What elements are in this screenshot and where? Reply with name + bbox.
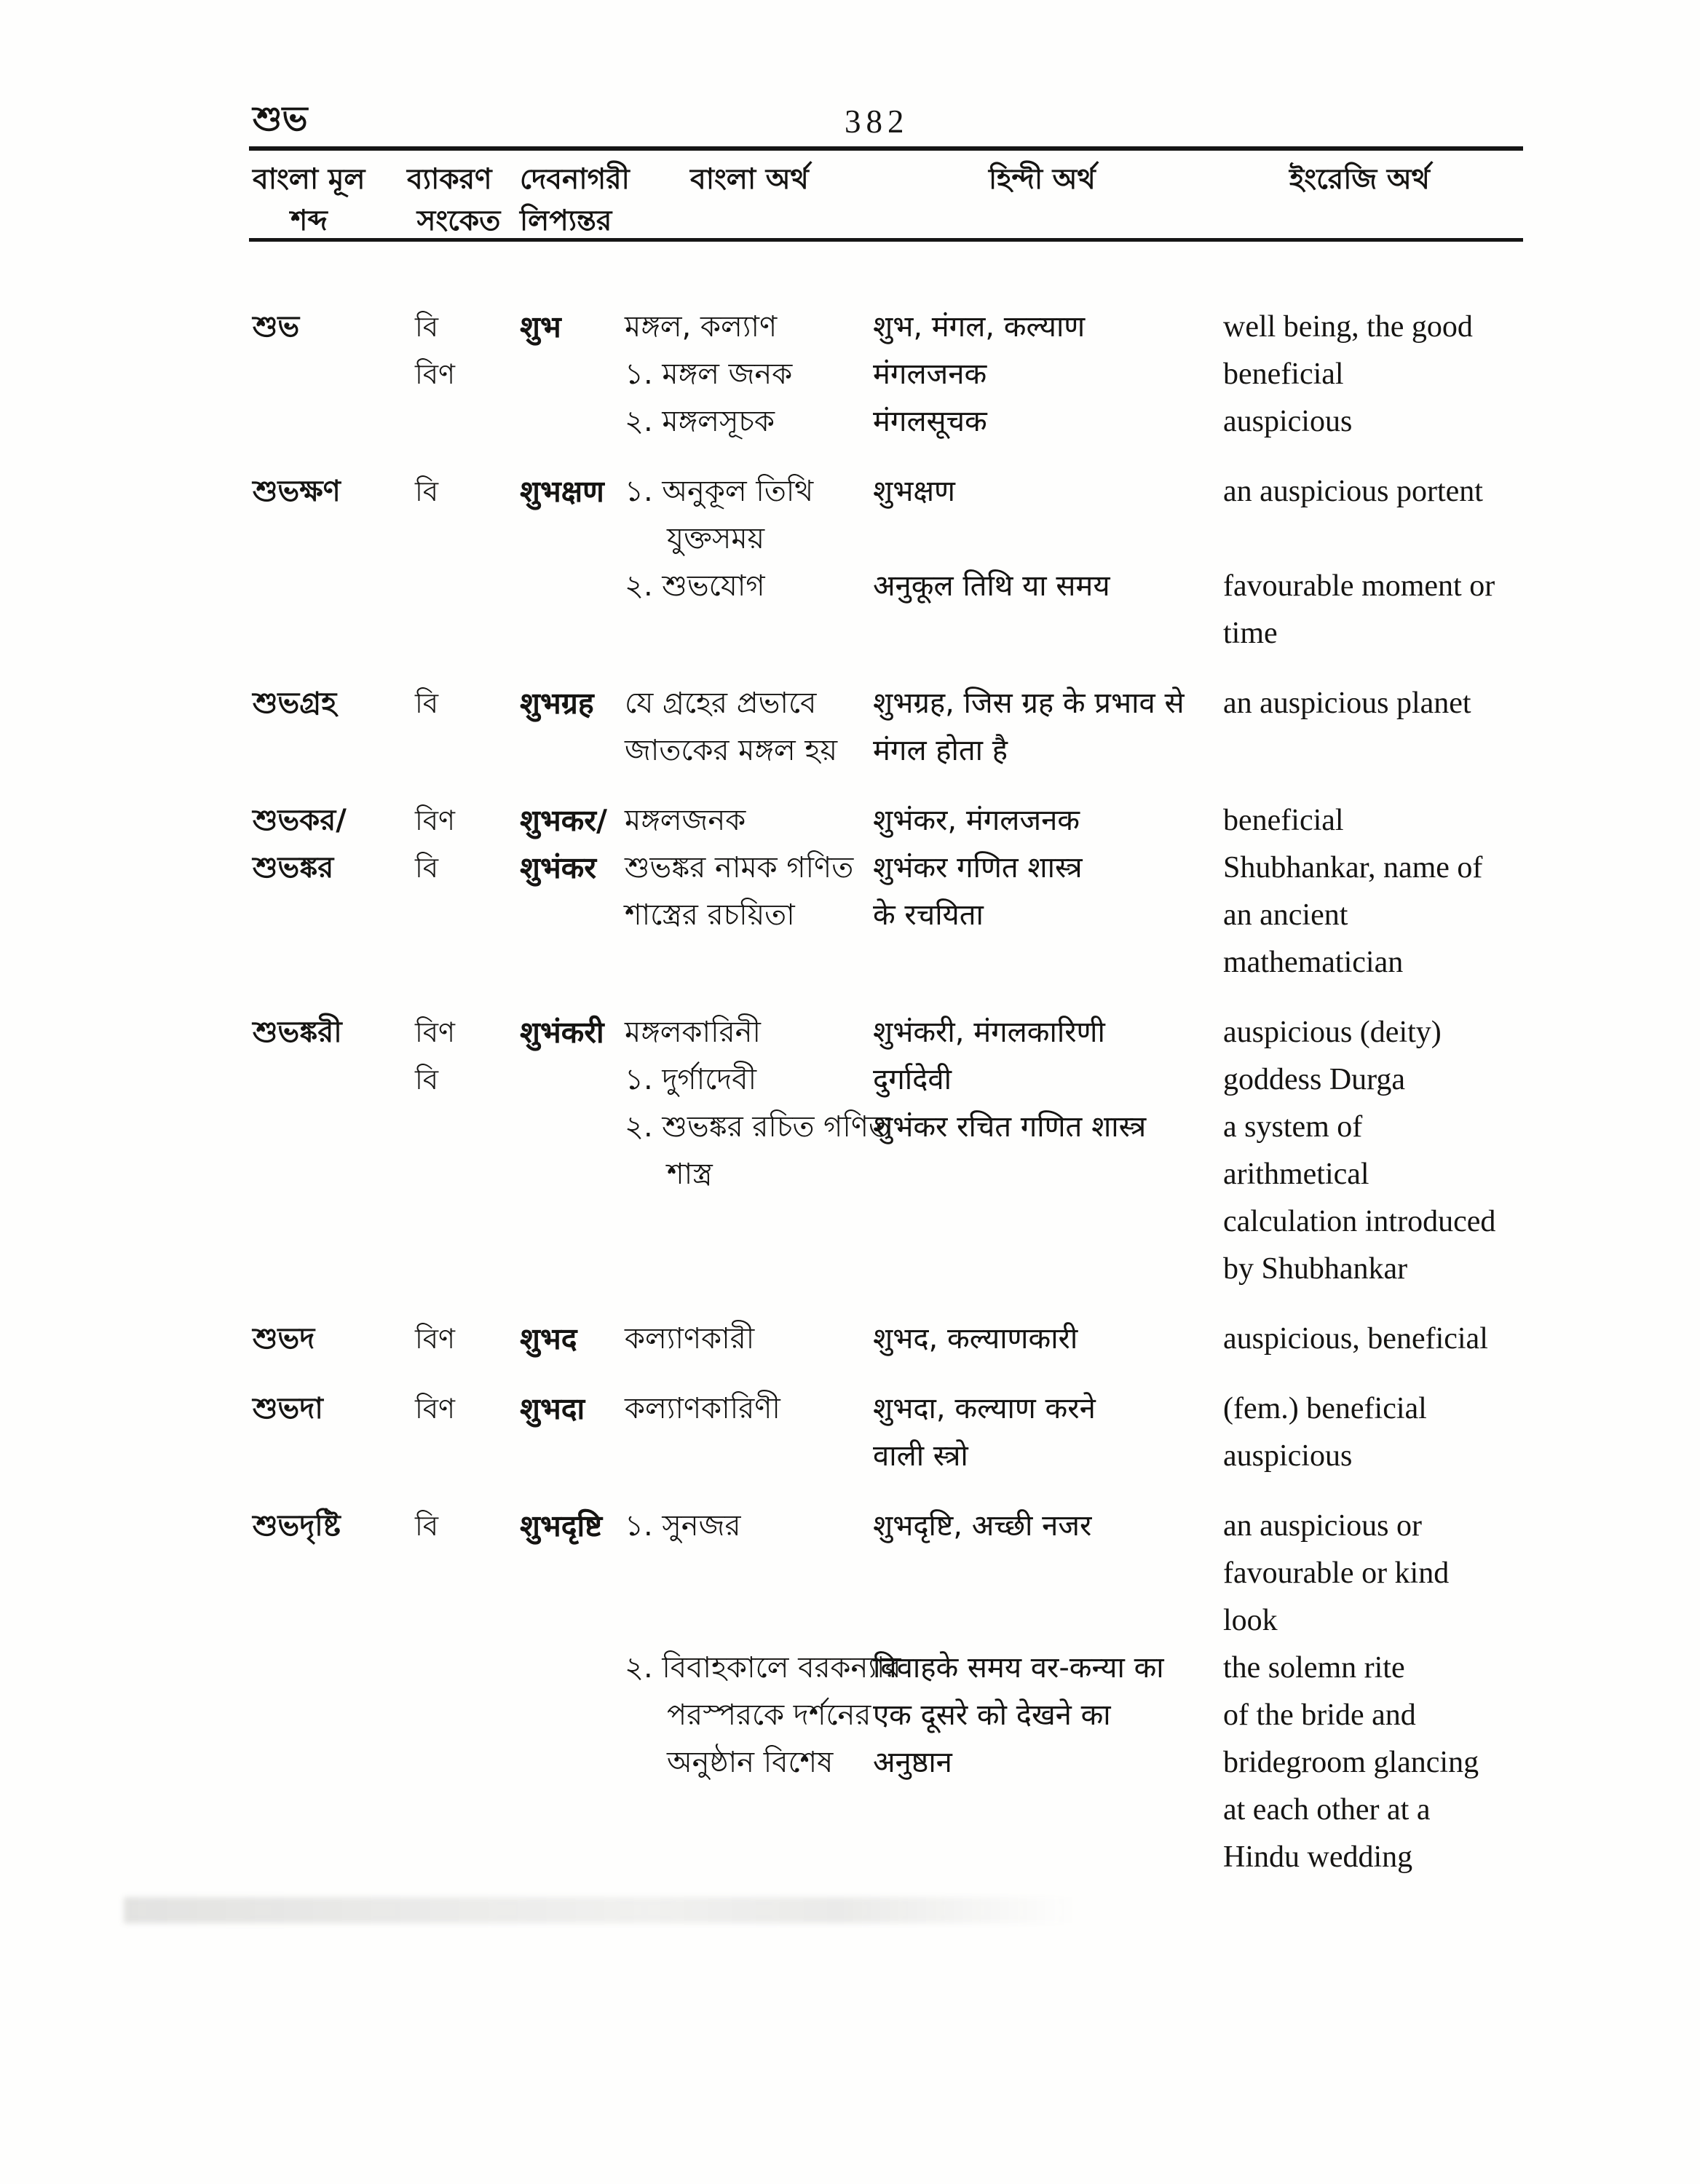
entry-bangla-meaning: ২. মঙ্গলসূচক (625, 405, 775, 438)
entry-devanagari: शुभकर/ (520, 803, 607, 838)
entry-bangla-meaning: মঙ্গলজনক (625, 804, 746, 837)
dictionary-entry (253, 1010, 1522, 1294)
entry-headword (253, 940, 415, 987)
entry-bangla-meaning (625, 1551, 873, 1598)
entry-headword (253, 893, 415, 940)
entry-line (253, 304, 1522, 352)
entry-english-meaning: beneficial (1223, 357, 1344, 391)
entry-devanagari (520, 1645, 625, 1693)
entry-english-meaning: well being, the good (1223, 310, 1473, 344)
entry-line (253, 1551, 1522, 1598)
entry-hindi-meaning (873, 1598, 1223, 1645)
entry-grammar-tag: বি (415, 1510, 439, 1542)
entry-bangla-meaning: ১. দুর্গাদেবী (625, 1063, 757, 1096)
entry-headword (253, 1057, 415, 1104)
entry-hindi-meaning (873, 611, 1223, 658)
column-header-grammar (407, 159, 510, 242)
entry-hindi-meaning: एक दूसरे को देखने का (873, 1698, 1111, 1732)
entry-devanagari: शुभक्षण (520, 474, 604, 509)
entry-line (253, 399, 1522, 446)
entry-grammar-tag (415, 1246, 520, 1294)
entry-grammar-tag (415, 1740, 520, 1787)
entry-english-meaning: arithmetical (1223, 1158, 1369, 1191)
entry-devanagari: शुभग्रह (520, 686, 594, 721)
entry-hindi-meaning (873, 1246, 1223, 1294)
entry-headword: শুভকর/ (253, 804, 347, 837)
entry-line (253, 845, 1522, 893)
entry-devanagari (520, 1551, 625, 1598)
entry-english-meaning: goddess Durga (1223, 1063, 1406, 1096)
column-header-bangla-word (253, 159, 365, 242)
column-header-line2: লিপ্যন্তর (520, 205, 612, 237)
entry-devanagari: शुभदृष्टि (520, 1508, 603, 1543)
dictionary-entries (253, 304, 1522, 1904)
entry-bangla-meaning (625, 1787, 873, 1835)
entry-devanagari (520, 352, 625, 399)
column-header-line2: সংকেত (416, 205, 501, 237)
entry-devanagari (520, 1199, 625, 1246)
entry-hindi-meaning: दुर्गादेवी (873, 1063, 952, 1096)
entry-bangla-meaning: শুভঙ্কর নামক গণিত (625, 851, 854, 885)
entry-bangla-meaning: ১. মঙ্গল জনক (625, 357, 793, 391)
entry-hindi-meaning: शुभंकर, मंगलजनक (873, 804, 1080, 837)
entry-headword (253, 1433, 415, 1481)
entry-bangla-meaning: কল্যাণকারী (625, 1322, 755, 1356)
entry-english-meaning: auspicious (1223, 405, 1353, 438)
header-top-rule (249, 146, 1523, 151)
entry-bangla-meaning (625, 1246, 873, 1294)
entry-line (253, 681, 1522, 728)
entry-grammar-tag: বি (415, 1064, 439, 1096)
dictionary-entry (253, 1316, 1522, 1364)
entry-devanagari (520, 1152, 625, 1199)
entry-headword: শুভ (253, 310, 300, 344)
entry-line (253, 1010, 1522, 1057)
entry-headword (253, 1835, 415, 1882)
dictionary-entry (253, 304, 1522, 446)
entry-grammar-tag (415, 1645, 520, 1693)
entry-hindi-meaning: शुभदृष्टि, अच्छी नजर (873, 1509, 1092, 1543)
entry-hindi-meaning: शुभ, मंगल, कल्याण (873, 310, 1086, 344)
entry-line (253, 1057, 1522, 1104)
entry-devanagari (520, 940, 625, 987)
entry-english-meaning: favourable or kind (1223, 1556, 1450, 1590)
entry-line (253, 469, 1522, 516)
entry-hindi-meaning: शुभग्रह, जिस ग्रह के प्रभाव से (873, 687, 1185, 720)
entry-english-meaning: an auspicious planet (1223, 687, 1471, 720)
entry-english-meaning: look (1223, 1604, 1278, 1637)
entry-english-meaning: the solemn rite (1223, 1651, 1405, 1685)
entry-english-meaning: bridegroom glancing (1223, 1746, 1479, 1779)
entry-bangla-meaning: ২. বিবাহকালে বরকন্যার (625, 1651, 901, 1685)
entry-bangla-meaning (625, 1433, 873, 1481)
entry-grammar-tag: বিণ (415, 358, 455, 390)
entry-line (253, 1503, 1522, 1551)
entry-grammar-tag (415, 1693, 520, 1740)
entry-hindi-meaning (873, 1787, 1223, 1835)
entry-headword (253, 728, 415, 775)
page-number: 382 (845, 103, 909, 140)
entry-hindi-meaning: विवाहके समय वर-कन्या का (873, 1651, 1164, 1685)
entry-hindi-meaning: शुभंकरी, मंगलकारिणी (873, 1016, 1105, 1049)
entry-line (253, 1152, 1522, 1199)
entry-devanagari (520, 1598, 625, 1645)
entry-grammar-tag (415, 728, 520, 775)
entry-hindi-meaning: के रचयिता (873, 898, 984, 932)
entry-hindi-meaning: मंगलसूचक (873, 405, 987, 438)
entry-english-meaning: Hindu wedding (1223, 1840, 1413, 1874)
entry-hindi-meaning: मंगलजनक (873, 357, 987, 391)
entry-grammar-tag: বি (415, 475, 439, 507)
entry-line (253, 798, 1522, 845)
entry-line (253, 728, 1522, 775)
entry-hindi-meaning (873, 1152, 1223, 1199)
entry-english-meaning: time (1223, 617, 1278, 650)
dictionary-entry (253, 798, 1522, 987)
entry-english-meaning (1223, 728, 1522, 775)
entry-bangla-meaning (625, 1598, 873, 1645)
entry-bangla-meaning: জাতকের মঙ্গল হয় (625, 734, 838, 767)
entry-grammar-tag: বিণ (415, 1323, 455, 1355)
column-header-line1: বাংলা অর্থ (690, 163, 809, 196)
entry-bangla-meaning: কল্যাণকারিণী (625, 1392, 780, 1425)
entry-line (253, 893, 1522, 940)
entry-line (253, 1386, 1522, 1433)
entry-english-meaning: an auspicious or (1223, 1509, 1422, 1543)
entry-grammar-tag: বিণ (415, 1016, 455, 1048)
entry-grammar-tag (415, 1433, 520, 1481)
entry-hindi-meaning: शुभदा, कल्याण करने (873, 1392, 1096, 1425)
entry-bangla-meaning: ২. শুভযোগ (625, 569, 765, 603)
entry-devanagari (520, 1057, 625, 1104)
entry-hindi-meaning (873, 1835, 1223, 1882)
entry-bangla-meaning: যে গ্রহের প্রভাবে (625, 687, 817, 720)
entry-headword (253, 1104, 415, 1152)
entry-grammar-tag: বিণ (415, 804, 455, 836)
entry-devanagari: शुभंकरी (520, 1015, 604, 1050)
entry-line (253, 516, 1522, 563)
entry-headword: শুভদা (253, 1392, 323, 1425)
column-header-line1: ব্যাকরণ (407, 163, 492, 196)
entry-devanagari (520, 1835, 625, 1882)
entry-bangla-meaning (625, 1835, 873, 1882)
entry-grammar-tag (415, 1152, 520, 1199)
entry-devanagari (520, 563, 625, 611)
entry-line (253, 940, 1522, 987)
entry-hindi-meaning: अनुष्ठान (873, 1746, 952, 1779)
column-header-line2: শব্দ (290, 205, 328, 237)
entry-devanagari: शुभदा (520, 1391, 585, 1426)
entry-devanagari (520, 611, 625, 658)
entry-headword (253, 1645, 415, 1693)
column-header-bangla-meaning (690, 159, 809, 200)
entry-grammar-tag (415, 1598, 520, 1645)
entry-hindi-meaning (873, 940, 1223, 987)
column-header-line1: হিন্দী অর্থ (989, 163, 1096, 196)
entry-english-meaning: an ancient (1223, 898, 1348, 932)
entry-devanagari: शुभंकर (520, 850, 596, 885)
entry-grammar-tag (415, 1551, 520, 1598)
entry-grammar-tag: বি (415, 687, 439, 719)
entry-line (253, 352, 1522, 399)
entry-english-meaning: mathematician (1223, 946, 1404, 979)
column-header-line1: দেবনাগরী (520, 163, 630, 196)
entry-line (253, 1246, 1522, 1294)
entry-english-meaning: auspicious (deity) (1223, 1016, 1442, 1049)
entry-headword (253, 1787, 415, 1835)
entry-english-meaning: favourable moment or (1223, 569, 1495, 603)
header-bottom-rule (249, 238, 1523, 242)
entry-hindi-meaning (873, 1199, 1223, 1246)
entry-line (253, 1316, 1522, 1364)
entry-hindi-meaning: शुभंकर गणित शास्त्र (873, 851, 1083, 885)
entry-grammar-tag (415, 1787, 520, 1835)
entry-headword (253, 1199, 415, 1246)
column-header-line1: ইংরেজি অর্থ (1289, 163, 1430, 196)
entry-english-meaning: at each other at a (1223, 1793, 1431, 1827)
entry-hindi-meaning: शुभंकर रचित गणित शास्त्र (873, 1110, 1147, 1144)
entry-devanagari (520, 1787, 625, 1835)
entry-line (253, 1598, 1522, 1645)
entry-bangla-meaning: শাস্ত্র (667, 1158, 713, 1191)
entry-bangla-meaning: মঙ্গল, কল্যাণ (625, 310, 778, 344)
entry-devanagari (520, 399, 625, 446)
entry-devanagari (520, 893, 625, 940)
entry-line (253, 1835, 1522, 1882)
entry-headword (253, 1740, 415, 1787)
entry-english-meaning: calculation introduced (1223, 1205, 1496, 1238)
entry-bangla-meaning: ১. সুনজর (625, 1509, 741, 1543)
entry-english-meaning: of the bride and (1223, 1698, 1416, 1732)
entry-bangla-meaning (625, 1199, 873, 1246)
entry-english-meaning: a system of (1223, 1110, 1363, 1144)
column-header-hindi-meaning (989, 159, 1096, 200)
entry-bangla-meaning: যুক্তসময় (667, 522, 765, 555)
entry-bangla-meaning: অনুষ্ঠান বিশেষ (667, 1746, 834, 1779)
entry-english-meaning: Shubhankar, name of (1223, 851, 1483, 885)
entry-hindi-meaning: शुभद, कल्याणकारी (873, 1322, 1078, 1356)
entry-headword (253, 516, 415, 563)
column-header-line1: বাংলা মূল (253, 163, 365, 196)
entry-grammar-tag (415, 611, 520, 658)
entry-english-meaning (1223, 516, 1522, 563)
entry-headword (253, 1693, 415, 1740)
entry-headword (253, 1598, 415, 1645)
entry-devanagari (520, 1433, 625, 1481)
entry-grammar-tag (415, 1835, 520, 1882)
entry-line (253, 1693, 1522, 1740)
entry-grammar-tag (415, 893, 520, 940)
entry-bangla-meaning: পরস্পরকে দর্শনের (667, 1698, 871, 1732)
entry-grammar-tag (415, 516, 520, 563)
entry-hindi-meaning: अनुकूल तिथि या समय (873, 569, 1110, 603)
entry-headword (253, 563, 415, 611)
entry-line (253, 1433, 1522, 1481)
entry-headword (253, 1246, 415, 1294)
entry-bangla-meaning: মঙ্গলকারিনী (625, 1016, 761, 1049)
entry-line (253, 1645, 1522, 1693)
entry-headword: শুভদ (253, 1322, 315, 1356)
entry-headword (253, 399, 415, 446)
entry-grammar-tag (415, 1104, 520, 1152)
entry-english-meaning: auspicious (1223, 1439, 1353, 1473)
entry-english-meaning: (fem.) beneficial (1223, 1392, 1427, 1425)
entry-english-meaning: auspicious, beneficial (1223, 1322, 1488, 1356)
entry-grammar-tag (415, 399, 520, 446)
entry-bangla-meaning (625, 611, 873, 658)
entry-bangla-meaning: ১. অনুকূল তিথি (625, 475, 814, 508)
entry-grammar-tag (415, 1199, 520, 1246)
entry-devanagari (520, 516, 625, 563)
entry-headword: শুভদৃষ্টি (253, 1509, 341, 1543)
entry-bangla-meaning: শাস্ত্রের রচয়িতা (625, 898, 795, 932)
entry-devanagari (520, 1693, 625, 1740)
column-header-english-meaning (1289, 159, 1430, 200)
entry-grammar-tag: বি (415, 311, 439, 343)
entry-english-meaning: an auspicious portent (1223, 475, 1483, 508)
dictionary-entry (253, 469, 1522, 658)
dictionary-entry (253, 1386, 1522, 1481)
entry-headword (253, 352, 415, 399)
entry-line (253, 1199, 1522, 1246)
entry-grammar-tag (415, 563, 520, 611)
entry-headword: শুভক্ষণ (253, 475, 341, 508)
entry-line (253, 1787, 1522, 1835)
entry-grammar-tag: বি (415, 852, 439, 884)
entry-devanagari: शुभद (520, 1321, 577, 1356)
entry-hindi-meaning: मंगल होता है (873, 734, 1008, 767)
entry-hindi-meaning (873, 516, 1223, 563)
entry-hindi-meaning: शुभक्षण (873, 475, 955, 508)
entry-headword (253, 1152, 415, 1199)
entry-headword (253, 611, 415, 658)
entry-devanagari (520, 1246, 625, 1294)
entry-grammar-tag (415, 940, 520, 987)
entry-grammar-tag: বিণ (415, 1393, 455, 1425)
entry-devanagari (520, 728, 625, 775)
entry-hindi-meaning: वाली स्त्रो (873, 1439, 968, 1473)
entry-devanagari (520, 1740, 625, 1787)
entry-headword: শুভঙ্কর (253, 851, 334, 885)
entry-english-meaning: beneficial (1223, 804, 1344, 837)
entry-hindi-meaning (873, 1551, 1223, 1598)
dictionary-entry (253, 1503, 1522, 1882)
running-head-word: শুভ (253, 99, 308, 139)
entry-devanagari (520, 1104, 625, 1152)
entry-line (253, 563, 1522, 611)
entry-english-meaning: by Shubhankar (1223, 1252, 1408, 1286)
entry-headword (253, 1551, 415, 1598)
entry-headword: শুভগ্রহ (253, 687, 337, 720)
entry-bangla-meaning: ২. শুভঙ্কর রচিত গণিত (625, 1110, 891, 1144)
entry-line (253, 611, 1522, 658)
entry-line (253, 1104, 1522, 1152)
entry-headword: শুভঙ্করী (253, 1016, 342, 1049)
column-header-devanagari (520, 159, 629, 242)
scan-smudge-artifact (124, 1897, 1078, 1923)
entry-line (253, 1740, 1522, 1787)
entry-devanagari: शुभ (520, 309, 561, 344)
entry-bangla-meaning (625, 940, 873, 987)
dictionary-entry (253, 681, 1522, 775)
